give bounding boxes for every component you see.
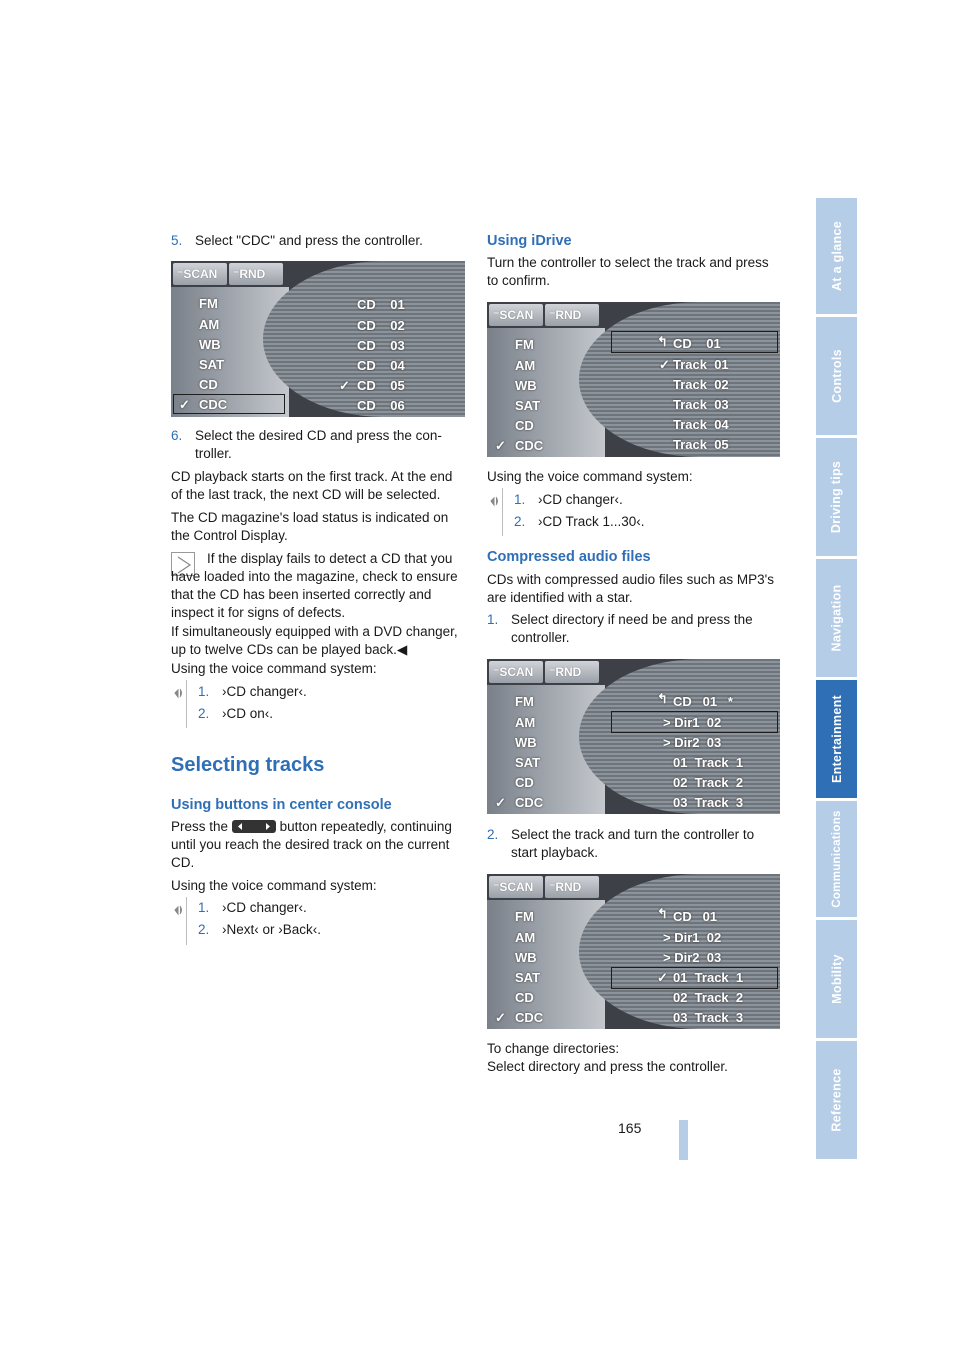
back-arrow-icon: ↰ [657,334,668,349]
tab-controls[interactable]: Controls [816,317,857,435]
track-row: Track 03 [673,397,729,412]
source-sat: SAT [515,970,541,985]
step-6: 6. Select the desired CD and press the con- troller. [171,428,442,461]
source-cd: CD [515,990,534,1005]
paragraph-change-dir: To change directories: [487,1041,620,1056]
source-cdc: CDC [515,438,544,453]
dir-row: 01 Track 1 [673,970,744,985]
dir-row: 01 Track 1 [673,755,744,770]
dir-row: > Dir2 03 [663,735,722,750]
check-icon: ✓ [495,795,506,810]
step-5: 5. Select "CDC" and press the controller. [171,233,423,248]
track-row: Track 02 [673,377,729,392]
voice-intro: Using the voice command system: [171,878,377,893]
source-sat: SAT [515,755,541,770]
source-am: AM [199,317,220,332]
step-2: 2. Select the track and turn the controller to start playback. [487,827,755,860]
rnd-softkey: ⁻RND [545,876,599,898]
check-icon: ✓ [659,357,670,372]
dir-row: 02 Track 2 [673,990,744,1005]
source-sat: SAT [515,398,541,413]
voice-step: 1. ›CD changer‹. [514,492,623,507]
voice-step: 1. ›CD changer‹. [198,900,307,915]
tab-reference[interactable]: Reference [816,1041,857,1159]
check-icon: ✓ [495,438,506,453]
track-row: CD 01 [673,336,721,351]
back-arrow-icon: ↰ [657,906,668,921]
source-am: AM [515,930,536,945]
cd-row: CD 05 [357,378,405,393]
dir-row: 02 Track 2 [673,775,744,790]
check-icon: ✓ [339,378,350,393]
paragraph: CD playback starts on the first track. At the end of the last track, the next CD will be selected. [171,469,453,502]
paragraph-compressed: CDs with compressed audio files such as MP3's are identified with a star. [487,572,774,605]
source-fm: FM [515,694,534,709]
source-sat: SAT [199,357,225,372]
source-fm: FM [199,296,218,311]
check-icon: ✓ [657,970,668,985]
scan-softkey: ⁻SCAN [489,304,543,326]
source-wb: WB [515,735,537,750]
cd-row: CD 04 [357,358,405,373]
tab-communications[interactable]: Communications [816,801,857,917]
tab-at-a-glance[interactable]: At a glance [816,198,857,314]
paragraph-change-dir-2: Select directory and press the controller. [487,1059,728,1074]
tab-driving-tips[interactable]: Driving tips [816,438,857,556]
track-row: Track 05 [673,437,729,452]
rnd-softkey: ⁻RND [229,263,283,285]
rnd-softkey: ⁻RND [545,661,599,683]
track-row: Track 01 [673,357,729,372]
voice-step: 2. ›CD Track 1...30‹. [514,514,645,529]
check-icon: ✓ [179,397,190,412]
microphone-icon [174,903,184,922]
dir-row: 03 Track 3 [673,795,744,810]
cd-row: CD 06 [357,398,405,413]
source-cdc: CDC [515,1010,544,1025]
rnd-softkey: ⁻RND [545,304,599,326]
cd-row: CD 02 [357,318,405,333]
dir-row: CD 01 * [673,694,733,709]
source-wb: WB [515,378,537,393]
source-am: AM [515,358,536,373]
note-text-2: If simultaneously equipped with a DVD changer, up to twelve CDs can be played back.◀ [171,624,458,657]
tab-entertainment[interactable]: Entertainment [816,680,857,798]
cd-row: CD 03 [357,338,405,353]
check-icon: ✓ [495,1010,506,1025]
microphone-icon [174,686,184,705]
track-row: Track 04 [673,417,729,432]
dir-row: > Dir2 03 [663,950,722,965]
track-button-icon [232,820,276,833]
voice-intro: Using the voice command system: [487,469,693,484]
source-wb: WB [199,337,221,352]
scan-softkey: ⁻SCAN [489,661,543,683]
idrive-screen-cdc [171,261,465,417]
source-cdc: CDC [515,795,544,810]
scan-softkey: ⁻SCAN [173,263,227,285]
dir-row: CD 01 [673,909,718,924]
microphone-icon [490,494,500,513]
dir-row: 03 Track 3 [673,1010,744,1025]
idrive-screen-tracks [487,302,780,457]
idrive-screen-directories [487,659,780,814]
source-cd: CD [199,377,218,392]
paragraph-idrive: Turn the controller to select the track and press to confirm. [487,255,769,288]
idrive-screen-playback [487,874,780,1029]
dir-row: > Dir1 02 [663,930,722,945]
page-marker [679,1120,688,1160]
tab-navigation[interactable]: Navigation [816,559,857,677]
note-text: If the display fails to detect a CD that you have loaded into the magazine, check to ensure that the CD has been inserted correctly and inspect it for signs of defects. [171,551,458,620]
paragraph: The CD magazine's load status is indicated on the Control Display. [171,510,449,543]
voice-intro: Using the voice command system: [171,661,377,676]
voice-step: 2. ›Next‹ or ›Back‹. [198,922,322,937]
back-arrow-icon: ↰ [657,691,668,706]
heading-buttons: Using buttons in center console [171,797,392,813]
source-cd: CD [515,418,534,433]
source-cdc: CDC [199,397,228,412]
voice-step: 2. ›CD on‹. [198,706,274,721]
voice-step: 1. ›CD changer‹. [198,684,307,699]
source-fm: FM [515,337,534,352]
source-cd: CD [515,775,534,790]
dir-row: > Dir1 02 [663,715,722,730]
tab-mobility[interactable]: Mobility [816,920,857,1038]
heading-compressed: Compressed audio files [487,549,651,565]
source-fm: FM [515,909,534,924]
scan-softkey: ⁻SCAN [489,876,543,898]
source-am: AM [515,715,536,730]
cd-row: CD 01 [357,297,405,312]
heading-selecting-tracks: Selecting tracks [171,754,325,776]
page-number: 165 [618,1120,642,1136]
step-1: 1. Select directory if need be and press the controller. [487,612,753,645]
paragraph-buttons: Press the button repeatedly, continuing until you reach the desired track on the current CD. [171,819,452,870]
source-wb: WB [515,950,537,965]
heading-using-idrive: Using iDrive [487,233,572,249]
